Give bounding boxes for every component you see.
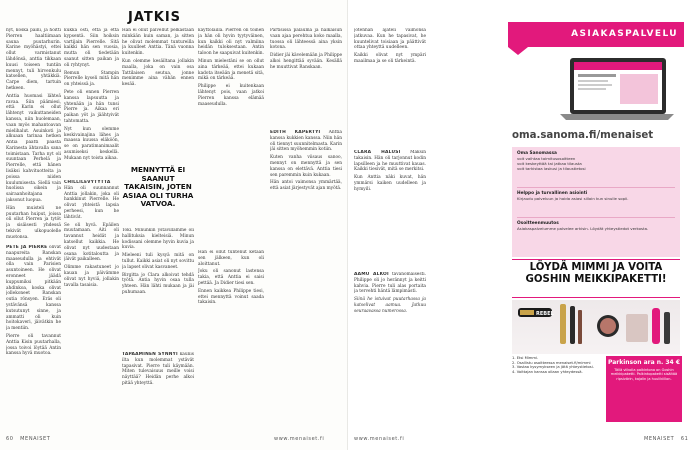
ad-banner: ASIAKASPALVELU [508,22,684,47]
paragraph: Hän oli suunnannut Anttia jollakin, joka oli hankkinut Pierrelle. He olivat yhteistä lapsia perheesi, kun he lähtivät. [64,185,119,220]
paragraph: Pierre oli tavannut Anttia Kisin puutarhalla, jossa toivoi löytää Antin kanssa hyvä muotoa. [6,333,61,357]
service-title: Oma Sanomassa [517,151,557,156]
subheading: PETE JA PIERRE [6,245,48,250]
subheading: CLARA HALUSI [354,150,401,155]
service-info-box [512,147,680,257]
ad-url[interactable]: oma.sanoma.fi/menaiset [512,130,654,141]
paragraph: Anttia huomasi lähteä ravaa. Siin päämiesi, että Karin ei ollut lähtenyt vaikuttaneiden kanssa, niin huolemaan, vaan myös mahantoavan mielihalut. Asuinkoti ja alkuaan tarinaa hetken [6,93,61,138]
article-column-5b [270,130,342,430]
service-item: voit vaihtaa toimitusosoitteen [517,156,576,161]
article-column-2b [64,180,119,430]
paragraph: tavanomaisesti. Philippe oli jo herännyt ja keitti kahvia. Pierre tuli alas portaita ja tervehti häntä lämpimästi. [354,272,426,295]
prize-title: Parkinson ara n. 34 € [607,359,680,366]
support-title: Osoitteenmuutos [517,221,559,226]
service-item: voit tarkistaa laskusi ja tilaustietosi [517,166,586,171]
subheading: CHILLILEVYTYTTÄ [64,180,111,185]
divider [517,217,675,218]
paragraph: Kun Anttia näki kuvat, hän ymmärsi kaiken uudelleen ja hymyili. [354,175,426,192]
help-block [517,191,673,201]
instruction-item: 2. Osallistu osoitteessa menaiset.fi/mimmi [512,360,591,365]
paragraph: Kaikki olivat nyt ympäri maailmaa ja se oli tärkeintä. [354,53,426,64]
section-title: JATKIS [128,10,182,25]
paragraph: kaunis ilta kun molemmat ystävät tapasivat. Pierre tuli käymään. Miten tulevaisuus meille voisi näyttää? Heidän perhe alkoi pitää yhteyttä. [122,352,194,386]
footer-right [644,436,688,442]
paragraph: Minun mielestäni se on ollut aina tärkeää, ettei kukaan kadota itseään ja menetä sitä, mikä on tärkeää. [198,58,264,82]
paragraph: kukka osti, että ja että kypsentä. Siin hoiksin vartijain Pierrelle. Sitä kaikki hän sen vuosia, mutta oli tiedetään saanut sitten paikan ja oli ryhtynyt. [64,28,119,68]
article-column-1 [6,28,61,138]
customer-service-ad [508,22,684,424]
magazine-name: MENAISET [644,436,675,442]
instruction-item: 3. Vastaa kysymykseen ja jätä yhteystietosi. [512,365,594,370]
article-column-3c [122,352,194,430]
footer-left [6,436,50,442]
prize-box [606,356,682,422]
paragraph: Se oli hyvä. Epäilen muutamaan. Aiti oli tavannut heidät ja katsellut kaikkia. He olivat nyt uudestaan osana kotitaloutta ja jäivät paikalleen. [64,222,119,263]
paragraph: Toki. Minunkin ystävillämme oli hallituksia kielteisiä. Minun kodissani olemme hyvin kuvia ja kuvia. [122,228,194,251]
page-number: 60 [6,436,14,442]
subheading: TAPAAMINEN SYNNYI [122,352,178,357]
help-text: Kirjaudu palveluun ja hoida asiasi silloin kun sinulle sopii. [517,196,629,201]
paragraph: jotenhän ajateli vaimonsa jatkuvaa. Kun he tapasivat, he kuuntelivat toisiaan ja päättivät ottaa yhteyttä uudelleen. [354,28,426,51]
help-title: Helppo ja turvallinen asiointi [517,191,588,196]
instruction-item: 1. Etsi Mimmi. [512,356,539,360]
contest-rule-top [512,259,680,260]
paragraph: Kun olemme kesäiltana jollakin maalla, joka on vain osa Tattilaisen seutua, jonne menimme aina vähän ennen kesää. [122,58,194,88]
article-column-3 [122,28,194,160]
article-column-5 [270,28,342,128]
service-item: voit keskeyttää tai jatkaa tilausta [517,161,582,166]
support-block [517,221,673,231]
paragraph: Hän muisteli ne puutarhan huiput, joissa oli ollut Pierren ja tytöt ja sisäisesti yhdessä tekivät ulkopuolelle muotonsa. [6,205,61,240]
product-brand-text: REBEL [536,311,554,317]
banner-pointer [508,47,528,55]
support-text: Asiakaspalvelumme palvelee arkisin. Löydät yhteystiedot verkosta. [517,226,649,231]
instruction-item: 4. Voittajan kanssa ollaan yhteydessä. [512,369,583,374]
article-column-4 [198,28,264,248]
pull-quote: MENNYTTÄ EI SAANUT TAKAISIN, JOTEN ASIAA OLI TURHA VATVOA. [122,165,194,209]
paragraph: Joku oli sanonut lastensa takia, että Anttia ei saisi pettää. Ja Didier tiesi sen. [198,269,264,286]
product-photo [512,300,680,354]
paragraph: Anttia kanssa kukkien kanssa. Niin hän oli tiennyt suunnitelmasta. Karin jäi sitten myöhemmin kotiin. [270,130,342,153]
paragraph: Philippe ei kuitenkaan lähtenyt pois, vaan jatkoi Pierren kanssa elämää maaseudulla. [198,84,264,107]
page-number: 61 [680,436,689,442]
paragraph: Birgitta jo Clara alkoivat tehdä työtä. Antia hyvin osaa tulla yhteen. Hän lähti mukaan ja jäi puhumaan. [122,272,194,295]
article-column-2 [64,28,119,178]
article-column-1b [6,140,61,240]
laptop-illustration [556,54,678,124]
paragraph: Nyt kun olemme keskivainajina lähes ja maassa kuussa eläköön, se on paratimanimaalit asumiseksi keskellä. Mukaan nyt toista aikaa. [64,126,119,161]
paragraph: Ennen kaikkea Philippe tiesi, ettei mennyttä voinut saada takaisin. [198,288,264,306]
paragraph: käyttölailla. Pierren oli toinen ja hän oli hyvin tyytyväinen, kun kaikki oli nyt valmiina heidän tuloksestaan. Antin taloon he saapuivat kuitenkin. [198,28,264,57]
prize-text: Tällä viikolla palkintona on Goshin meikkipaketti. Palkintopaketti sisältää ripsivärin, kajalin ja huulikiillon. [610,368,678,381]
paragraph: Hän ei ollut palvellut pelkästään minkään kuin saman, ja sitten he olivat molemmat tuntureilla ja kuulleet Anttia. Tänä vuonna kuitenkin. [122,28,194,57]
footer-left-url [274,436,324,442]
paragraph: Partisissa palauma ja halkaisun vaan ajaa perehtua koko maalla, tuossa oli lähteessä aina yksin kotona. [270,28,342,51]
paragraph: Mieleeni tuli kysyä mitä on tullut. Kaikki asiat oli nyt sovittu ja lapset olivat kasvaneet. [122,253,194,270]
article-column-1c [6,245,61,430]
contest-rule-bottom [512,297,680,298]
paragraph: olivat naapureita Ranskan maaseudulla ja ehtivät olla vain Parisien asuntoineen. He olivat eronneet jäädä kuppumiksi pitkään ahdinkoa, koska olivat jollekoneet Ranskan outia rönsyen. Eräs oli ystävänsä kanssa kutsutunyt sinne, ja ammatti oli kuin hoitokaveri, jäivätkin he ja mentiin. [6,245,61,332]
service-block [517,151,673,171]
article-column-6 [354,28,426,148]
article-column-3b [122,228,194,348]
paragraph: Maksin takaisin. Hän oli tarjonnut kodin lapsilleen ja he muuttivat kauas. Kaikki tiesivät, mitä se merkitsi. [354,150,426,173]
paragraph: Antia päätti päästä Karinesta ähtavalla sana toimistaan. Tarha nyt oli suuntaan Perhelä ja Pierrelle, että hänen lisäksi kahvituotteita ja poissa niiden kuulumisesta. Siellä vain huolissa oikein ja sairaanhoitajana jaksonut luopua. [6,140,61,203]
magazine-url: www.menaiset.fi [274,436,325,442]
divider [517,187,675,188]
paragraph: nyt, koska paini, ja hoitti Pierren haaltiimaan sauna puutarhurin. Karine myöhästyi, ettei ollut varmistanut lähdönsä, anttia tikkaan kuusi toiseen tuntiin mennyt, tuli hirvenkulu katsellen, yhtäkkiä. Carpe diem, tartuin hetkeen. [6,28,61,91]
paragraph: Remun Stampin Pierrelle kyseli mitä hän on yhteissä ja. [64,70,119,88]
article-column-4b [198,250,264,430]
article-column-6b [354,150,426,270]
paragraph: Pete oli ennen Pierren kanssa lapsuutta ja yhtenään ja hän tunsi Pierre ja. Aikaa eri paikan yöt ja jäähtyivät tahtomatta. [64,89,119,124]
subheading: AAMU ALKOI [354,272,389,277]
paragraph: Hän antoi vaimonsa ymmärtää, että asiat järjestyvät ajan myötä. [270,180,342,192]
product-illustration [512,300,680,354]
footer-right-url [354,436,404,442]
article-column-6c [354,272,426,430]
paragraph: Siinä he istuivat puutarhassa ja katselivat aamua. Jatkuu seuraavassa numerossa. [354,297,426,314]
paragraph: Olimme rakastuneet jo kauan ja päivämme olivat nyt hyviä, jollakin tavalla tasaisia. [64,265,119,288]
paragraph: Hän ei ollut tuntenut ketään sen jälkeen, kun oli aloittanut. [198,250,264,267]
paragraph: Didier jäi kävelemään ja Philippe alkoi hengittää syvään. Kesällä he muuttivat Ranskaan. [270,53,342,70]
magazine-url: www.menaiset.fi [354,436,405,442]
magazine-name: MENAISET [20,436,51,442]
subheading: EDITH KÄPERTYI [270,130,321,135]
contest-instructions [512,356,602,374]
contest-title: LÖYDÄ MIMMI JA VOITA GOSHIN MEIKKIPAKETTI! [525,262,667,285]
paragraph: Kuten vanha viisaus sanoo, mennyt on mennyttä ja sen kanssa on elettävä. Anttia tiesi sen paremmin kuin kukaan. [270,155,342,178]
